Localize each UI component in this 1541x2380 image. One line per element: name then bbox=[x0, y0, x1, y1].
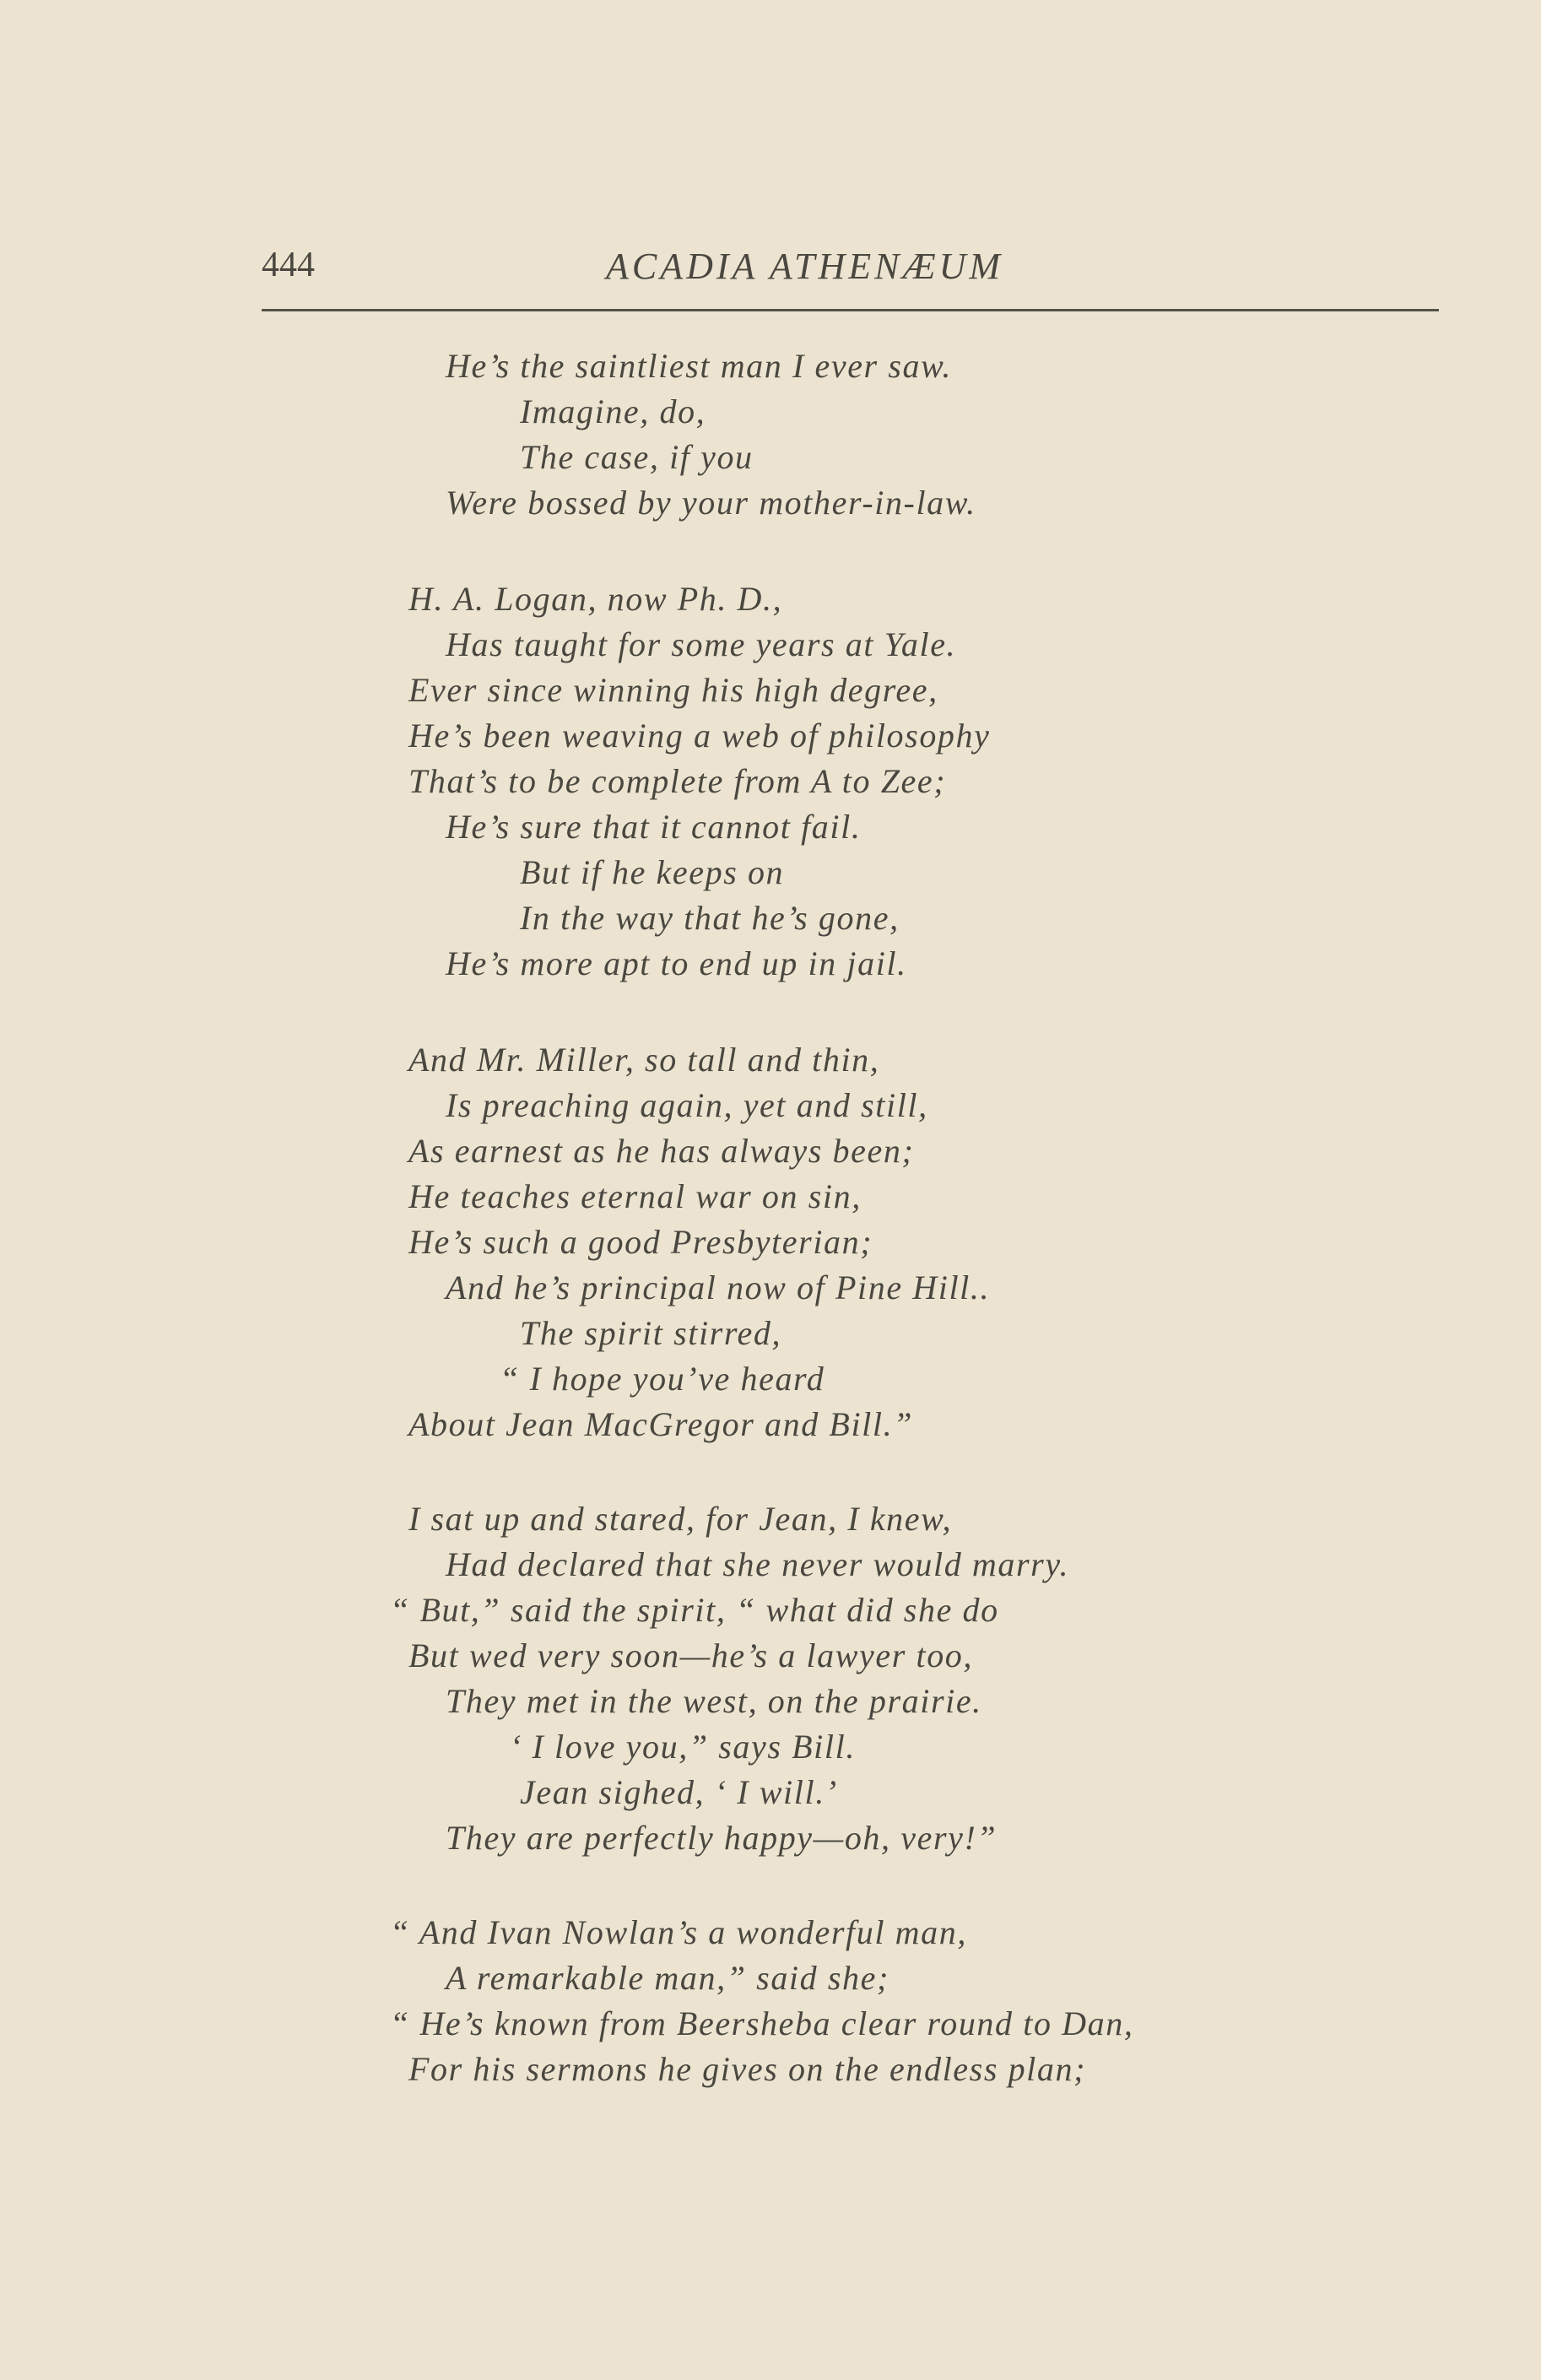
page-header bbox=[262, 245, 1439, 295]
header-rule bbox=[262, 309, 1439, 311]
poem-line: Had declared that she never would marry. bbox=[446, 1545, 1070, 1583]
poem-line: Is preaching again, yet and still, bbox=[446, 1086, 928, 1124]
poem-line: Imagine, do, bbox=[520, 392, 706, 430]
poem-line: ‘ I love you,” says Bill. bbox=[510, 1728, 856, 1766]
poem-line: He’s more apt to end up in jail. bbox=[446, 944, 907, 982]
poem-line: “ I hope you’ve heard bbox=[500, 1360, 825, 1398]
poem-line: The spirit stirred, bbox=[520, 1314, 782, 1352]
poem-line: He’s sure that it cannot fail. bbox=[446, 808, 862, 846]
poem-line: “ And Ivan Nowlan’s a wonderful man, bbox=[390, 1913, 967, 1951]
poem-line: For his sermons he gives on the endless plan; bbox=[408, 2050, 1087, 2088]
poem-line: But if he keeps on bbox=[520, 853, 785, 891]
poem-line: He teaches eternal war on sin, bbox=[408, 1177, 862, 1215]
poem-line: As earnest as he has always been; bbox=[408, 1132, 915, 1170]
poem-line: But wed very soon—he’s a lawyer too, bbox=[408, 1636, 974, 1674]
poem-line: Jean sighed, ‘ I will.’ bbox=[520, 1773, 838, 1811]
poem-line: I sat up and stared, for Jean, I knew, bbox=[408, 1500, 953, 1538]
running-head: ACADIA ATHENÆUM bbox=[606, 246, 1004, 287]
poem-line: About Jean MacGregor and Bill.” bbox=[408, 1405, 914, 1443]
poem-line: And he’s principal now of Pine Hill.. bbox=[446, 1268, 991, 1306]
poem-line: In the way that he’s gone, bbox=[520, 899, 900, 937]
poem-line: “ But,” said the spirit, “ what did she do bbox=[390, 1591, 999, 1629]
poem-line: “ He’s known from Beersheba clear round to Dan, bbox=[390, 2004, 1134, 2042]
poem-line: H. A. Logan, now Ph. D., bbox=[408, 580, 783, 618]
page-number: 444 bbox=[262, 246, 315, 284]
poem-line: He’s the saintliest man I ever saw. bbox=[446, 347, 953, 385]
poem-line: The case, if you bbox=[520, 438, 754, 476]
poem-line: Has taught for some years at Yale. bbox=[446, 625, 957, 663]
poem-line: And Mr. Miller, so tall and thin, bbox=[408, 1041, 880, 1079]
poem-line: Ever since winning his high degree, bbox=[408, 671, 938, 709]
poem-line: That’s to be complete from A to Zee; bbox=[408, 762, 947, 800]
poem-line: He’s such a good Presbyterian; bbox=[408, 1223, 873, 1261]
poem-line: They are perfectly happy—oh, very!” bbox=[446, 1819, 998, 1857]
poem-line: Were bossed by your mother-in-law. bbox=[446, 484, 976, 522]
poem-line: He’s been weaving a web of philosophy bbox=[408, 717, 991, 755]
poem-line: They met in the west, on the prairie. bbox=[446, 1682, 982, 1720]
poem-line: A remarkable man,” said she; bbox=[446, 1959, 889, 1997]
